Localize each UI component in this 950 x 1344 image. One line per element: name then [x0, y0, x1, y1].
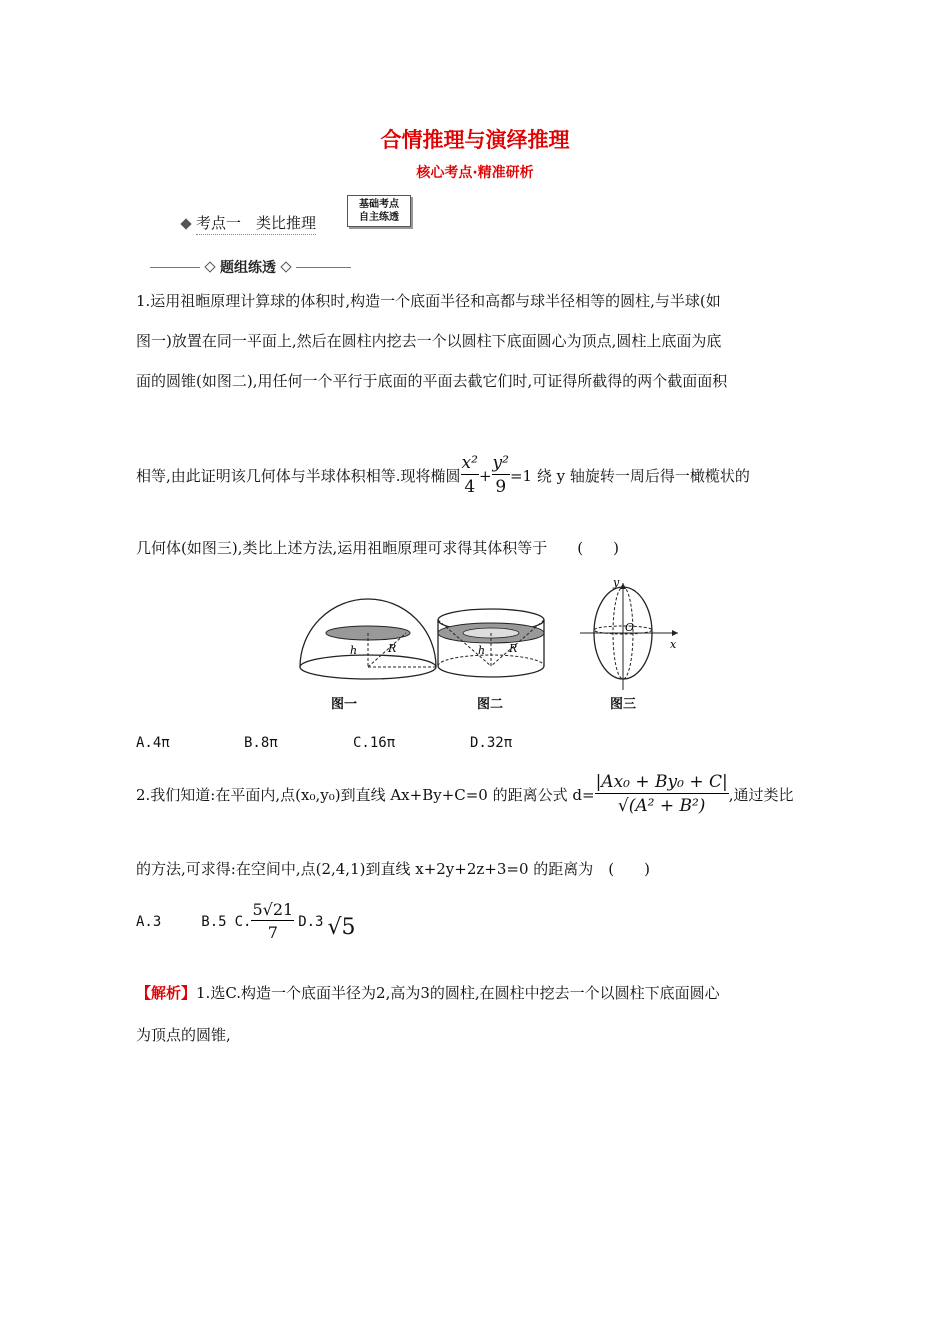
frac-x-denominator: 4	[464, 477, 476, 497]
fig3-o-label: O	[625, 621, 635, 634]
analysis-line-2: 为顶点的圆锥,	[136, 1026, 231, 1044]
page-title: 合情推理与演绎推理	[380, 128, 570, 152]
diamond-bullet-icon	[180, 218, 191, 229]
q1-line-3: 面的圆锥(如图二),用任何一个平行于底面的平面去截它们时,可证得所截得的两个截面面积	[136, 372, 728, 390]
q1-option-c: C.16π	[353, 735, 396, 751]
q2-line-1-text-after: ,通过类比	[728, 785, 794, 804]
analysis-line-1-text: 1.选C.构造一个底面半径为2,高为3的圆柱,在圆柱中挖去一个以圆柱下底面圆心	[196, 984, 720, 1002]
figure-2-cylinder	[438, 609, 544, 677]
q2-options	[136, 902, 356, 941]
badge-line-1: 基础考点	[359, 199, 399, 210]
q1-line-1: 1.运用祖暅原理计算球的体积时,构造一个底面半径和高都与球半径相等的圆柱,与半球(如	[136, 292, 721, 310]
q2-option-c-denominator: 7	[267, 923, 278, 942]
fig1-caption: 图一	[331, 697, 358, 712]
q2-line-1-text: 2.我们知道:在平面内,点(x₀,y₀)到直线 Ax+By+C=0 的距离公式 d=	[136, 785, 595, 804]
ellipse-frac-x	[461, 455, 479, 496]
section-label: 考点一 类比推理	[196, 212, 316, 235]
q2-option-a: A.3	[136, 913, 162, 930]
q1-line-4	[136, 455, 816, 496]
section-heading	[182, 212, 316, 235]
q1-option-b: B.8π	[244, 735, 278, 751]
q2-line-1	[136, 774, 836, 815]
q2-option-d-prefix: D.3	[298, 913, 324, 930]
frac-y-denominator: 9	[495, 477, 507, 497]
fig3-caption: 图三	[610, 697, 637, 712]
q2-option-b: B.5	[201, 913, 227, 930]
ellipse-frac-y	[492, 455, 510, 496]
group-heading	[150, 257, 351, 277]
formula-numerator: |Ax₀ + By₀ + C|	[595, 772, 728, 792]
fig2-r-label: R	[509, 642, 518, 655]
formula-denominator: √(A² + B²)	[617, 796, 706, 816]
q1-line-4-text: 相等,由此证明该几何体与半球体积相等.现将椭圆	[136, 466, 461, 485]
q1-line-5: 几何体(如图三),类比上述方法,运用祖暅原理可求得其体积等于 ( )	[136, 539, 619, 557]
q1-option-d: D.32π	[470, 735, 513, 751]
badge-line-2: 自主练透	[359, 212, 399, 223]
q2-option-c-numerator: 5√21	[252, 900, 294, 919]
fig1-r-label: R	[388, 642, 397, 655]
frac-x-numerator: x²	[461, 453, 478, 473]
fig1-h-label: h	[350, 644, 358, 657]
fig2-h-label: h	[478, 644, 486, 657]
fig3-x-label: x	[670, 638, 677, 651]
page-subtitle: 核心考点·精准研析	[416, 165, 534, 181]
q2-option-d-root: √5	[327, 915, 356, 940]
q1-line-2: 图一)放置在同一平面上,然后在圆柱内挖去一个以圆柱下底面圆心为顶点,圆柱上底面为底	[136, 332, 722, 350]
divider-right	[296, 267, 351, 268]
group-heading-label: 题组练透	[220, 260, 276, 276]
plus-sign: +	[478, 466, 492, 485]
q1-option-a: A.4π	[136, 735, 170, 751]
fig2-caption: 图二	[477, 697, 504, 712]
analysis-tag: 【解析】	[136, 984, 197, 1002]
figure-1-hemisphere	[300, 599, 436, 679]
analysis-line-1	[136, 983, 816, 1003]
distance-formula	[595, 774, 729, 815]
q2-option-c-prefix: C.	[234, 913, 252, 930]
fig3-y-label: y	[613, 576, 620, 589]
q1-line-4-text-after: =1 绕 y 轴旋转一周后得一橄榄状的	[509, 466, 750, 485]
diamond-icon	[280, 261, 291, 272]
divider-left	[150, 267, 200, 268]
q2-line-2: 的方法,可求得:在空间中,点(2,4,1)到直线 x+2y+2z+3=0 的距离为 ( )	[136, 860, 650, 878]
section-badge	[347, 195, 411, 227]
q2-option-c-frac	[251, 902, 294, 941]
diamond-icon	[204, 261, 215, 272]
figure-3-ellipse	[580, 576, 678, 690]
frac-y-numerator: y²	[492, 453, 509, 473]
